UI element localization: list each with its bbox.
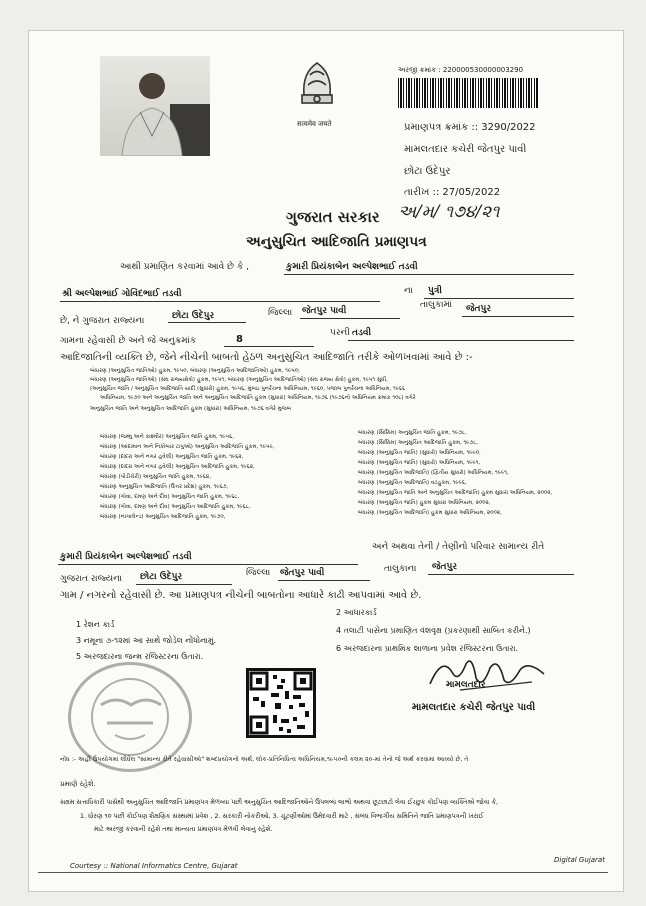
signature-office: મામલતદાર કચેરી જેતપુર પાવી — [412, 702, 536, 713]
act-intro-line: બંધારણ (અનુસુચિત જાતિઓ) (સંઘ રાજ્યક્ષેત્રો) હુકમ, ૧૯૫૧, બંધારણ (અનુસુચિત આદિજાતિઓ) (સંઘ રાજ્ય ક્ષેત્રો) હુકમ, ૧૯૫૧ સુધી, — [90, 377, 388, 383]
caste-label: પરની — [330, 328, 350, 338]
document-item: 3 નમૂના ૭-૧૨માં આ સાથે જોડેલ નોંધોનામું. — [76, 636, 217, 645]
act-item: બંધારણ અનુસુચિત આદિજાતિ (ઉત્તર પ્રદેશ) હુકમ, ૧૯૬૭, — [100, 484, 229, 490]
act-item: બંધારણ (અનુસુચિત આદિજાતિ) (દ્વિતીય સુધારો) અધિનિયમ, ૧૯૯૧, — [358, 470, 509, 476]
note-line: સક્ષમ સત્તાધિકારી પાસેથી અનુસુચિત આદિજાતિ પ્રમાણપત્ર મેળવ્યા પછી અનુસુચિત આદિજાતિઓને ઉપલબ્ધ લાભો અથવા છૂટછાટો લેવા ઈચ્છુક કોઈપણ વ્યક્તિએ જોવા કે, — [60, 798, 499, 806]
father-name: શ્રી અલ્પેશભાઈ ગોવિંદભાઈ તડવી — [62, 289, 182, 299]
serial-number: 8 — [236, 334, 243, 345]
ashoka-emblem-icon — [292, 55, 342, 117]
digital-gujarat-brand: Digital Gujarat — [554, 856, 605, 864]
act-item: બંધારણ (અનુસુચિત જાતિ) (સુધારો) અધિનિયમ, ૧૯૯૧, — [358, 460, 481, 466]
act-item: બંધારણ (નાગાલેન્ડ) અનુસુચિત આદિજાતિ હુકમ, ૧૯૭૦, — [100, 514, 226, 520]
residence-village: જેતપુર — [432, 562, 457, 572]
note-line: પ્રમાણે રહેશે. — [60, 780, 96, 788]
district-label: જિલ્લા — [268, 308, 293, 318]
applicant-photo — [100, 56, 210, 156]
barcode — [398, 78, 538, 108]
emblem-motto: सत्यमेव जयते — [297, 120, 332, 128]
recognition-text: આદિજાતિની વ્યક્તિ છે, જેને નીચેની બાબતો હેઠળ અનુસુચિત આદિજાતિ તરીકે ઓળખવામાં આવે છે :- — [60, 352, 473, 363]
district-value: છોટા ઉદેપુર — [172, 311, 215, 321]
intro-text: આથી પ્રમાણિત કરવામાં આવે છે કે , — [120, 262, 249, 272]
act-item: બંધારણ (અનુસુચિત જાતિ અને અનુસુચિત આદિજાતિ) હુકમ સુધારા અધિનિયમ, ૨૦૦૨, — [358, 490, 553, 496]
note-line: 1. ધોરણ ૧૦ પછી કોઈપણ શૈક્ષણિક સંસ્થામાં પ્રવેશ , 2. સરકારી નોકરીઓ, 3. ચૂંટણીઓમાં ઉમેદવારી માટે , સંબંધ વિભાગીય સમિતિને જાતિ પ્રમાણપત્રની ખરાઈ — [80, 812, 484, 820]
state-label: છે, ને ગુજરાત રાજ્યના — [60, 316, 145, 326]
issuing-office: મામલતદાર કચેરી જેતપુર પાવી — [404, 144, 527, 155]
handwritten-number: અ/મ/ ૧૭૪/૨૧ — [398, 202, 500, 222]
note-line: નોંધ :- અહીં ઉપયોગમાં લીધેલ "સામાન્ય રીતે રહેવાસીઓ" શબ્દપ્રયોગનો અર્થ, લોક-પ્રતિનિધિત્વ અધિનિયમ,૧૯૫૦ની કલમ ૨૦-માં તેનો જે અર્થ કરવામાં આવ્યો છે, તે — [60, 756, 469, 763]
taluka-value: જેતપુર પાવી — [302, 306, 347, 316]
residence-taluka: જેતપુર પાવી — [280, 568, 325, 578]
note-line: માટે અરજી કરવાની રહેશે તથા માન્યતા પ્રમાણપત્ર મેળવી લેવાનું રહેશે. — [94, 825, 273, 833]
act-item: બંધારણ (અનુસુચિત આદિજાતિ) હુકમ સુધારા અધિનિયમ, ૨૦૦૨, — [358, 510, 502, 516]
act-intro-line: બંધારણ (અનુસુચિત જાતિઓ) હુકમ, ૧૯૫૦, બંધારણ (અનુસુચિત આદિજાતિઓ) હુકમ, ૧૯૫૦; — [90, 368, 300, 374]
document-item: 6 અરજદારના પ્રાથમિક શાળાના પ્રવેશ રજિસ્ટરના ઉતારા. — [336, 644, 519, 653]
taluka-label: તાલુકામાં — [420, 300, 453, 310]
candidate-name: કુમારી પ્રિયંકાબેન અલ્પેશભાઈ તડવી — [286, 262, 418, 272]
act-item: બંધારણ (અનુસુચિત જાતિ) હુકમ સુધારા અધિનિયમ, ૨૦૦૨, — [358, 500, 491, 506]
act-item: બંધારણ (ગોવા, દમણ અને દીવ) અનુસુચિત આદિજાતિ હુકમ, ૧૯૬૮, — [100, 504, 251, 510]
act-item: બંધારણ (દાદરા અને નગર હવેલી) અનુસુચિત જાતિ હુકમ, ૧૯૬૨, — [100, 454, 244, 460]
act-item: બંધારણ (અનુસુચિત આદિજાતિ) વટહુકમ, ૧૯૯૬, — [358, 480, 467, 486]
act-item: બંધારણ (અનુસુચિત જાતિ) (સુધારો) અધિનિયમ, ૧૯૯૦, — [358, 450, 481, 456]
act-intro-line: (અનુસુચિત જાતિ / અનુસુચિત આદિજાતિ યાદી (સુધારો) હુકમ, ૧૯૫૬, મુંબઇ પુનર્રચના અધિનિયમ, ૧૯૬૦, પંજાબ પુનર્રચના અધિનિયમ, ૧૯૬૬ — [90, 386, 406, 392]
document-item: 1 રેશન કાર્ડ — [76, 620, 115, 629]
act-item: બંધારણ (ગોવા, દમણ અને દીવ) અનુસુચિત જાતિ હુકમ, ૧૯૬૮, — [100, 494, 240, 500]
certificate-number: પ્રમાણપત્ર ક્રમાંક :: 3290/2022 — [404, 122, 536, 133]
government-title: ગુજરાત સરકાર — [286, 208, 380, 226]
application-number: અરજી ક્રમાંક : 220000530000003290 — [398, 66, 524, 74]
caste-value: તડવી — [352, 328, 372, 338]
act-item: બંધારણ (સિક્કિમ) અનુસુચિત આદિજાતિ હુકમ, ૧૯૭૮, — [358, 440, 479, 446]
act-item: બંધારણ (પોંડીચેરી) અનુસુચિત જાતિ હુકમ, ૧૯૬૪, — [100, 474, 212, 480]
residence-taluka-label: તાલુકાના — [384, 564, 417, 574]
relation-value: પુત્રી — [428, 286, 442, 296]
act-item: બંધારણ (દાદરા અને નગર હવેલી) અનુસુચિત આદિજાતિ હુકમ, ૧૯૬૨, — [100, 464, 255, 470]
act-intro-line: અધિનિયમ, ૧૯૭૦ અને અનુસુચિત જાતિ અને અનુસુચિત આદિજાતિ હુકમ (સુધારા) અધિનિયમ, ૧૯૭૬ (૧૯૭૬નો અધિનિયમ ક્રમાંક ૧૦૮) વગેરે — [100, 395, 416, 401]
village-value: જેતપુર — [466, 304, 491, 314]
issue-date: તારીખ :: 27/05/2022 — [404, 187, 501, 198]
residence-district: છોટા ઉદેપુર — [140, 572, 183, 582]
basis-text: ગામ / નગરનો રહેવાસી છે. આ પ્રમાણપત્ર નીચેની બાબતોના આધારે કાઢી આપવામાં આવે છે. — [60, 590, 422, 601]
residence-district-label: જિલ્લા — [246, 568, 271, 578]
act-item: બંધારણ (જમ્મુ અને કાશ્મીર) અનુસુચિત જાતિ હુકમ, ૧૯૫૬, — [100, 434, 234, 440]
act-intro-line: અનુસુચિત જાતિ અને અનુસુચિત આદિજાતિ હુકમ (સુધારા) અધિનિયમ, ૧૯૭૬ વગેરે મુજબ — [90, 406, 292, 412]
family-label: અને અથવા તેની / તેણીનો પરિવાર સામાન્ય રીતે — [372, 542, 545, 552]
certificate-title: અનુસુચિત આદિજાતિ પ્રમાણપત્ર — [246, 234, 427, 250]
act-item: બંધારણ (આંદામાન અને નિકોબાર ટાપુઓ) અનુસુચિત આદિજાતિ હુકમ, ૧૯૫૯, — [100, 444, 275, 450]
qr-code — [246, 668, 316, 738]
relation-label: ના — [404, 286, 413, 296]
residence-state-label: ગુજરાત રાજ્યના — [60, 574, 123, 584]
document-item: 5 અરજદારના જન્મ રજિસ્ટરના ઉતારા. — [76, 652, 204, 661]
document-item: 2 આધારકાર્ડ — [336, 608, 377, 617]
resident-label: ગામના રહેવાસી છે અને જે અનુક્રમાંક — [60, 336, 197, 346]
resident-name: કુમારી પ્રિયંકાબેન અલ્પેશભાઈ તડવી — [60, 552, 192, 562]
document-item: 4 તલાટી પાસેના પ્રમાણિત વંશવૃક્ષ (પ્રકરણાથી સાબિત કરીને.) — [336, 626, 531, 635]
act-item: બંધારણ (સિક્કિમ) અનુસુચિત જાતિ હુકમ, ૧૯૭૮, — [358, 430, 467, 436]
signature-designation: મામલતદાર — [446, 680, 486, 690]
courtesy-text: Courtesy :: National Informatics Centre, Gujarat — [70, 862, 238, 870]
issuing-district: છોટા ઉદેપુર — [404, 166, 451, 177]
